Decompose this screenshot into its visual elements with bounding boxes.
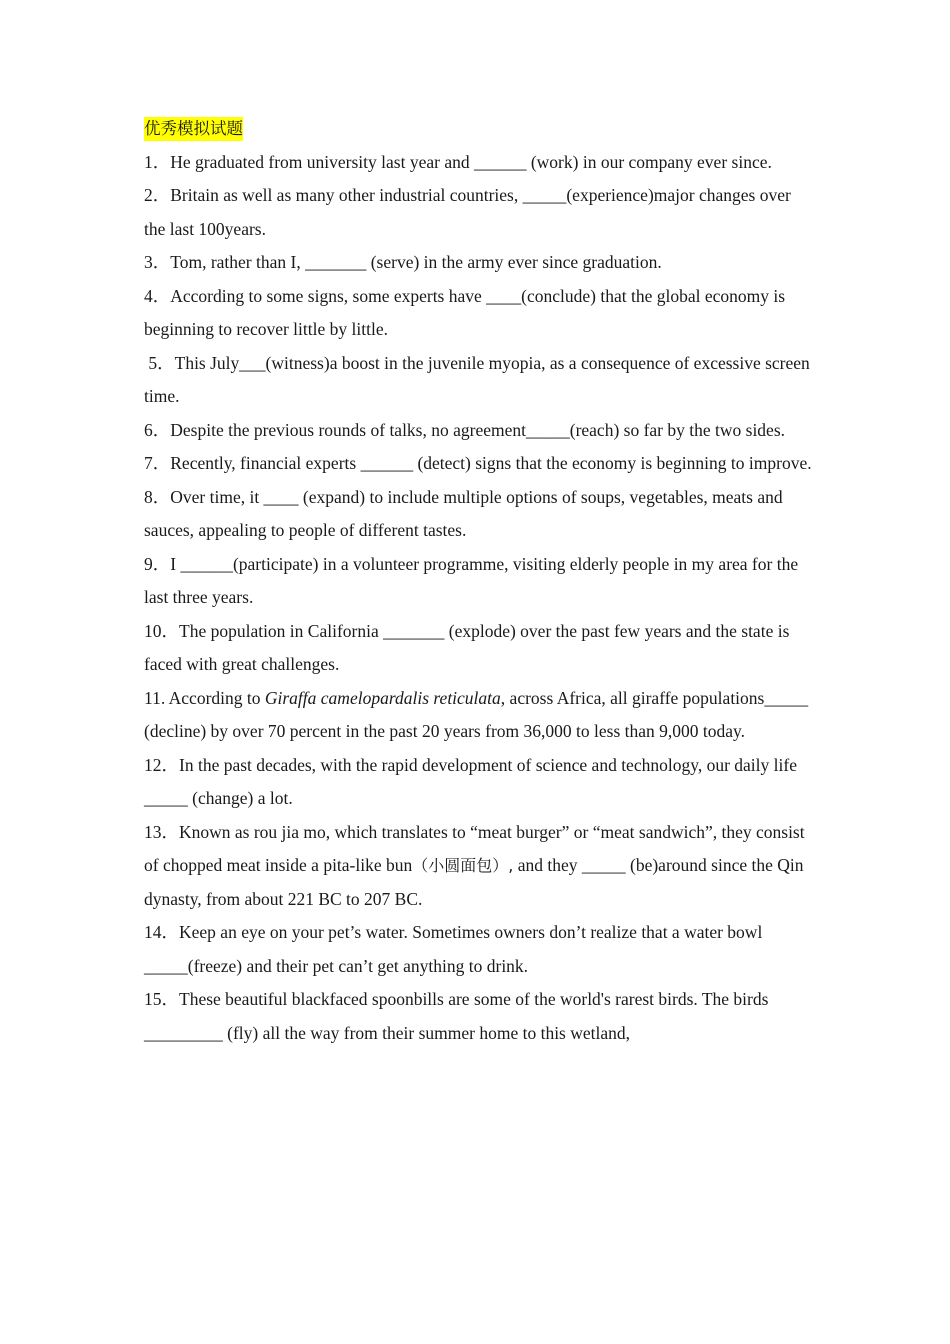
- question-item: [144, 146, 812, 180]
- question-item: [144, 548, 812, 615]
- document-body: [144, 112, 812, 1050]
- question-number: 14．: [144, 922, 179, 942]
- question-item: [144, 246, 812, 280]
- question-number: 13．: [144, 821, 179, 842]
- question-text: Despite the previous rounds of talks, no agreement_____(reach) so far by the two sides.: [170, 419, 786, 440]
- question-text: According to some signs, some experts have ____(conclude) that the global economy is beginning to recover little by little.: [144, 285, 786, 339]
- question-number: 6．: [144, 419, 171, 440]
- question-number: 10．: [144, 620, 179, 641]
- question-text: These beautiful blackfaced spoonbills are some of the world's rarest birds. The birds _________ (fly) all the way from their summer home to this wetland,: [144, 989, 769, 1043]
- question-text: Tom, rather than I, _______ (serve) in the army ever since graduation.: [170, 252, 662, 272]
- question-item: [144, 983, 812, 1050]
- question-text: He graduated from university last year and ______ (work) in our company ever since.: [170, 151, 772, 172]
- question-text: In the past decades, with the rapid development of science and technology, our daily life _____ (change) a lot.: [144, 754, 797, 808]
- question-number: 2．: [144, 185, 171, 205]
- question-item: [144, 481, 812, 548]
- question-text: Keep an eye on your pet’s water. Sometimes owners don’t realize that a water bowl _____(freeze) and their pet can’t get anything to drink.: [144, 922, 763, 976]
- question-number: 7．: [144, 453, 171, 473]
- question-number: 5．: [144, 352, 175, 373]
- question-number: 12．: [144, 754, 179, 775]
- question-text: The population in California _______ (explode) over the past few years and the state is faced with great challenges.: [144, 620, 790, 674]
- question-number: 9．: [144, 553, 171, 574]
- question-text: This July___(witness)a boost in the juvenile myopia, as a consequence of excessive screen time.: [144, 352, 810, 406]
- question-text-prefix: According to: [168, 687, 265, 708]
- section-heading: 优秀模拟试题: [144, 117, 243, 141]
- question-number: 8．: [144, 486, 171, 507]
- question-text: Over time, it ____ (expand) to include multiple options of soups, vegetables, meats and sauces, appealing to people of different tastes.: [144, 486, 783, 540]
- species-name: Giraffa camelopardalis reticulata: [264, 687, 501, 708]
- question-item: [144, 615, 812, 682]
- question-number: 15．: [144, 989, 179, 1009]
- question-number: 1．: [144, 151, 171, 172]
- question-item: [144, 916, 812, 983]
- question-number: 11.: [144, 687, 169, 708]
- question-item: [144, 280, 812, 347]
- question-number: 4．: [144, 285, 171, 306]
- question-number: 3．: [144, 252, 171, 272]
- question-text-prefix: Known as rou jia mo, which translates to “meat burger” or “meat sandwich”, they consist of chopped meat inside a pita-like bun: [144, 821, 805, 875]
- question-item: [144, 816, 812, 917]
- question-text: Recently, financial experts ______ (detect) signs that the economy is beginning to improve.: [170, 453, 812, 473]
- question-text: Britain as well as many other industrial countries, _____(experience)major changes over the last 100years.: [144, 185, 791, 239]
- question-item: [144, 447, 812, 481]
- question-item: [144, 179, 812, 246]
- chinese-gloss: （小圆面包）,: [412, 856, 514, 875]
- question-item: [144, 749, 812, 816]
- question-text: , across Africa, all giraffe populations_____ (decline) by over 70 percent in the past 20 years from 36,000 to less than 9,000 today.: [144, 687, 809, 741]
- question-item: [144, 414, 812, 448]
- question-item: [144, 347, 812, 414]
- question-text: and they _____ (be)around since the Qin dynasty, from about 221 BC to 207 BC.: [144, 855, 804, 909]
- question-text: I ______(participate) in a volunteer programme, visiting elderly people in my area for the last three years.: [144, 553, 799, 607]
- question-item: [144, 682, 812, 749]
